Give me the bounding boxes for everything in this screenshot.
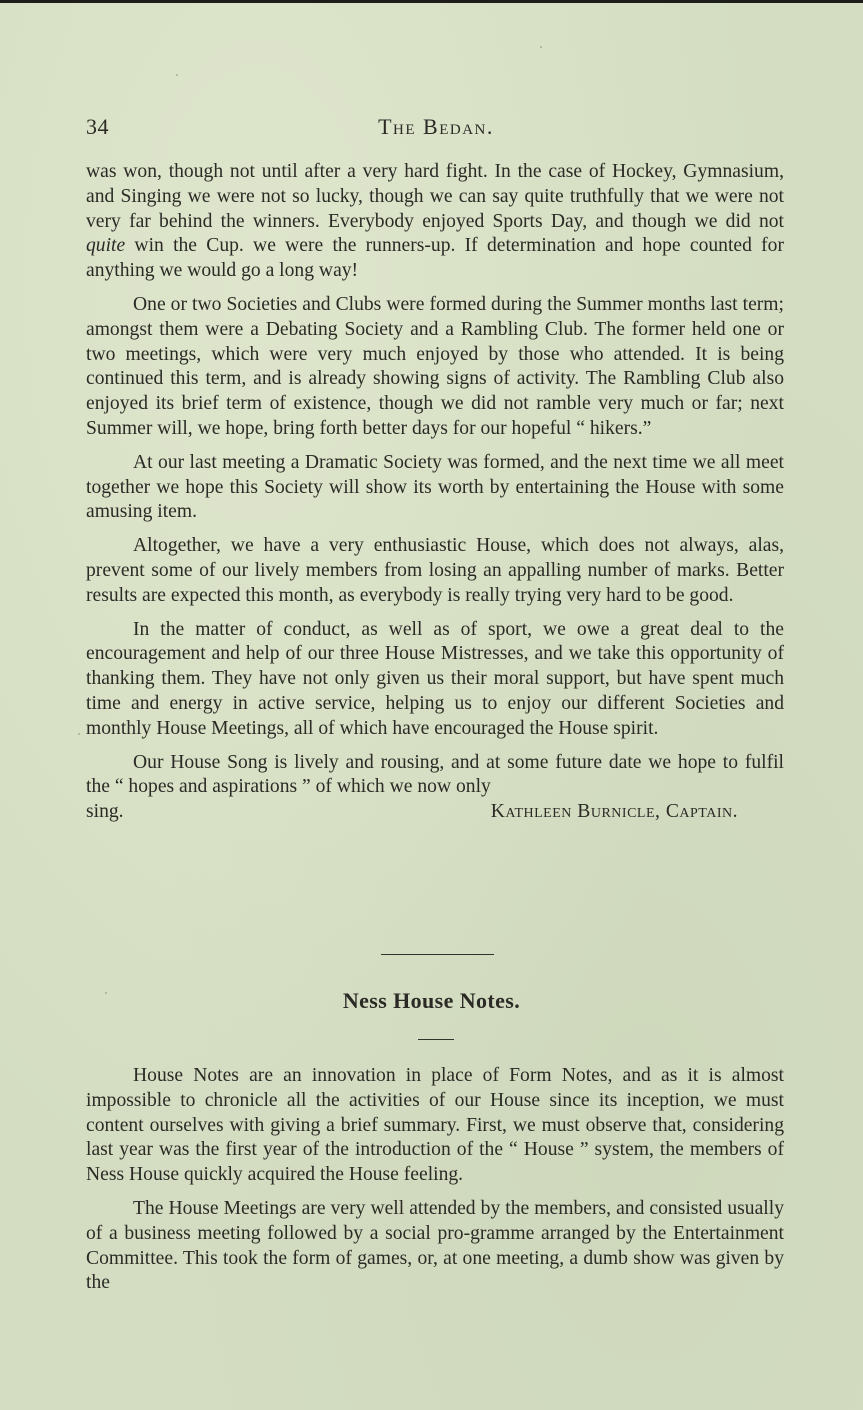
page-number: 34 (86, 114, 109, 139)
article-body (86, 160, 784, 825)
closing-word: sing. (86, 801, 124, 823)
paper-speck (540, 46, 542, 48)
section-body (86, 1064, 784, 1305)
page-top-edge (0, 0, 863, 3)
paper-speck (105, 992, 107, 994)
paragraph: Altogether, we have a very enthusiastic House, which does not always, alas, prevent some of our lively members from losing an appalling number of marks. Better results are expected this month, as everybody is really trying very hard to be good. (86, 535, 784, 606)
running-title: The Bedan. (378, 114, 494, 139)
author-signature: Kathleen Burnicle, Captain. (490, 801, 738, 823)
page-header (86, 114, 786, 144)
title-underline (418, 1039, 454, 1040)
paragraph: At our last meeting a Dramatic Society was formed, and the next time we all meet together we hope this Society will show its worth by entertaining the House with some amusing item. (86, 451, 784, 523)
paragraph: House Notes are an innovation in place of Form Notes, and as it is almost impossible to chronicle all the activities of our House since its inception, we must content ourselves with giving a brief summary. First, we must observe that, considering last year was the first year of the introduction of the “ House ” system, the members of Ness House quickly acquired the House feeling. (86, 1065, 784, 1186)
paragraph: The House Meetings are very well attended by the members, and consisted usually of a business meeting followed by a social pro-gramme arranged by the Entertainment Committee. This took the form of games, or, at one meeting, a dumb show was given by the (86, 1197, 784, 1294)
section-divider (381, 954, 494, 955)
signature-line (86, 800, 784, 825)
paper-speck (176, 74, 178, 76)
paragraph: Our House Song is lively and rousing, and at some future date we hope to fulfil the “ hopes and aspirations ” of which we now only (86, 751, 784, 798)
emphasis: quite (86, 235, 126, 257)
paragraph: One or two Societies and Clubs were formed during the Summer months last term; amongst them were a Debating Society and a Rambling Club. The former held one or two meetings, which were very much enjoyed by those who attended. It is being continued this term, and is already showing signs of activity. The Rambling Club also enjoyed its brief term of existence, though we did not ramble very much or far; next Summer will, we hope, bring forth better days for our hopeful “ hikers.” (86, 293, 784, 439)
section-title: Ness House Notes. (342, 988, 521, 1013)
paper-speck (78, 733, 80, 735)
paragraph: was won, though not until after a very hard fight. In the case of Hockey, Gymnasium, and Singing we were not so lucky, though we can say quite truthfully that we were not very far behind the winners. Everybody enjoyed Sports Day, and though we did not quite win the Cup. we were the runners-up. If determination and hope counted for anything we would go a long way! (86, 161, 784, 282)
paragraph: In the matter of conduct, as well as of sport, we owe a great deal to the encouragement and help of our three House Mistresses, and we take this opportunity of thanking them. They have not only given us their moral support, but have spent much time and energy in active service, helping us to enjoy our different Societies and monthly House Meetings, all of which have encouraged the House spirit. (86, 618, 784, 739)
